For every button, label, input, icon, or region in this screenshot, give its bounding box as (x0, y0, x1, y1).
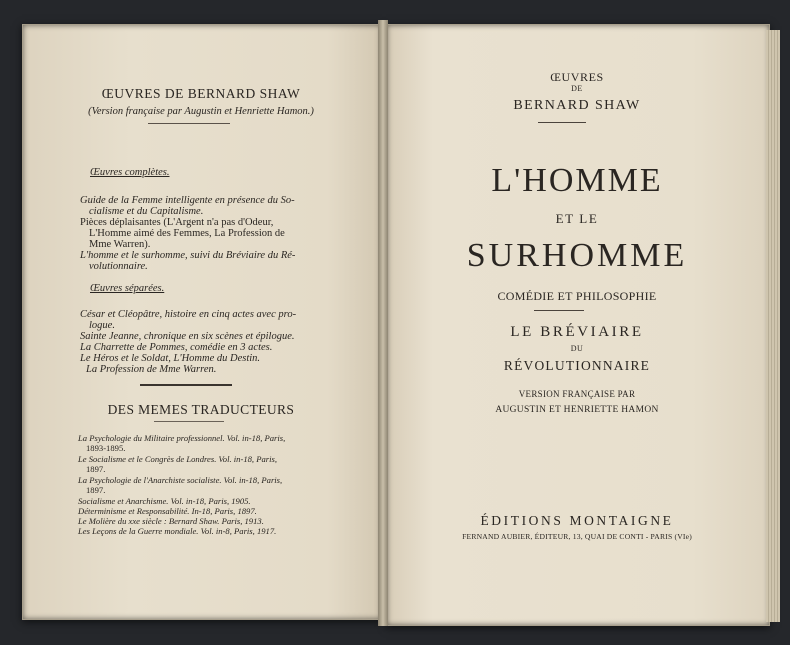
list-item: Mme Warren). (89, 239, 151, 250)
bibliography-item: Déterminisme et Responsabilité. In-18, Paris, 1897. (78, 506, 257, 516)
bibliography-item: Le Socialisme et le Congrès de Londres. Vol. in-18, Paris, (78, 454, 277, 464)
divider (154, 421, 224, 422)
page-edges (766, 30, 780, 622)
list-item: L'Homme aimé des Femmes, La Profession de (89, 228, 285, 239)
book-title-line3: SURHOMME (466, 237, 688, 274)
bibliography-item: 1897. (86, 485, 106, 495)
divider (148, 123, 230, 124)
bibliography-item: 1897. (86, 464, 106, 474)
list-item: logue. (89, 320, 115, 331)
list-item: Sainte Jeanne, chronique en six scènes et épilogue. (80, 331, 295, 342)
subtitle-line1: LE BRÉVIAIRE (510, 324, 644, 340)
publisher-address: FERNAND AUBIER, ÉDITEUR, 13, QUAI DE CONTI - PARIS (VIe) (462, 532, 692, 541)
list-item: Le Héros et le Soldat, L'Homme du Destin. (80, 353, 261, 364)
list-item: Guide de la Femme intelligente en présence du So- (80, 195, 295, 206)
list-item: Pièces déplaisantes (L'Argent n'a pas d'Odeur, (80, 217, 274, 228)
works-heading: ŒUVRES DE BERNARD SHAW (101, 86, 301, 101)
section-complete-works: Œuvres complètes. (90, 167, 170, 178)
divider (538, 122, 586, 123)
translators-names: AUGUSTIN ET HENRIETTE HAMON (495, 405, 659, 415)
collection-de: DE (571, 84, 583, 93)
bibliography-item: La Psychologie de l'Anarchiste socialiste. Vol. in-18, Paris, (78, 475, 283, 485)
author-name: BERNARD SHAW (513, 98, 641, 113)
list-item: César et Cléopâtre, histoire en cinq actes avec pro- (80, 309, 297, 320)
bibliography-item: Socialisme et Anarchisme. Vol. in-18, Paris, 1905. (78, 496, 251, 506)
book-title-line2: ET LE (555, 211, 599, 226)
list-item: La Profession de Mme Warren. (86, 364, 217, 375)
version-note: VERSION FRANÇAISE PAR (518, 389, 636, 399)
bibliography-item: La Psychologie du Militaire professionnel. Vol. in-18, Paris, (78, 433, 286, 443)
subtitle-line3: RÉVOLUTIONNAIRE (503, 358, 651, 373)
bibliography-item: Les Leçons de la Guerre mondiale. Vol. in-8, Paris, 1917. (78, 526, 277, 536)
bibliography-item: Le Molière du xxe siècle : Bernard Shaw. Paris, 1913. (78, 516, 264, 526)
list-item: cialisme et du Capitalisme. (89, 206, 204, 217)
book-title-line1: L'HOMME (491, 162, 663, 199)
translation-note: (Version française par Augustin et Henriette Hamon.) (88, 106, 314, 117)
list-item: La Charrette de Pommes, comédie en 3 actes. (80, 342, 273, 353)
translators-heading: DES MEMES TRADUCTEURS (107, 402, 295, 417)
divider (140, 384, 232, 386)
collection-label: ŒUVRES (550, 70, 604, 84)
genre-label: COMÉDIE ET PHILOSOPHIE (497, 289, 657, 303)
list-item: volutionnaire. (89, 261, 148, 272)
section-separate-works: Œuvres séparées. (90, 283, 165, 294)
divider (534, 310, 584, 311)
subtitle-line2: DU (570, 344, 584, 353)
bibliography-item: 1893-1895. (86, 443, 126, 453)
list-item: L'homme et le surhomme, suivi du Bréviaire du Ré- (80, 250, 296, 261)
publisher-name: ÉDITIONS MONTAIGNE (480, 513, 674, 528)
